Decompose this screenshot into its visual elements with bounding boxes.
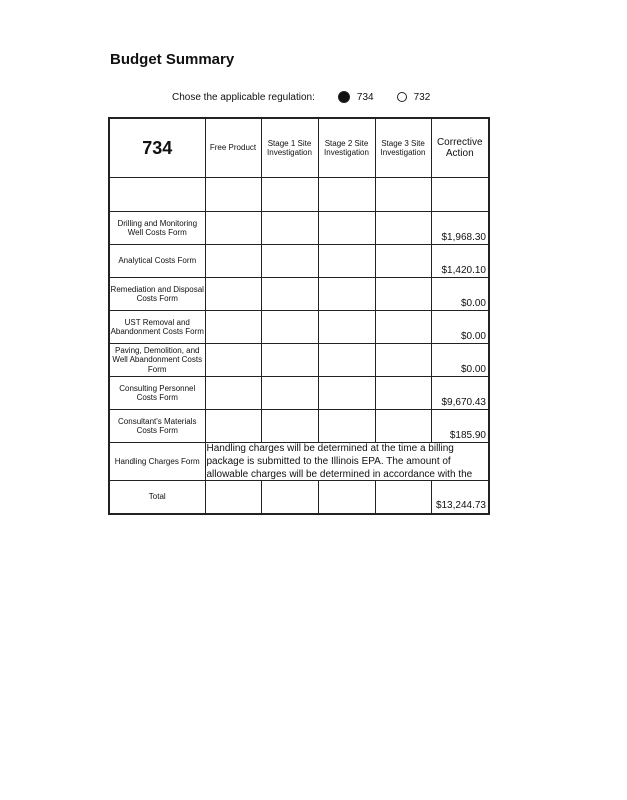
- corrective-action-total: $13,244.73: [431, 481, 489, 514]
- corrective-action-cell[interactable]: $9,670.43: [431, 377, 489, 410]
- header-stage2: Stage 2 Site Investigation: [318, 118, 375, 178]
- free-product-cell[interactable]: [205, 245, 261, 278]
- blank-cell: [318, 178, 375, 212]
- header-corrective-action: Corrective Action: [431, 118, 489, 178]
- handling-note-text: Handling charges will be determined at the time a billing package is submitted to the Illinois EPA. The amount of allowable charges will be determined in accordance with the: [206, 443, 473, 479]
- stage3-cell[interactable]: [375, 212, 431, 245]
- regulation-option-label: 732: [413, 91, 431, 103]
- corrective-action-cell[interactable]: $185.90: [431, 410, 489, 443]
- header-free-product: Free Product: [205, 118, 261, 178]
- handling-row: [109, 443, 489, 481]
- regulation-option-label: 734: [356, 91, 374, 103]
- free-product-cell[interactable]: [205, 278, 261, 311]
- stage1-cell[interactable]: [261, 212, 318, 245]
- stage3-cell[interactable]: [375, 377, 431, 410]
- row-label: Total: [109, 481, 205, 514]
- stage2-cell[interactable]: [318, 278, 375, 311]
- stage1-cell[interactable]: [261, 344, 318, 377]
- table-row: [109, 278, 489, 311]
- radio-selected-icon[interactable]: [338, 91, 350, 103]
- blank-cell: [109, 178, 205, 212]
- row-label: Paving, Demolition, and Well Abandonment Costs Form: [109, 344, 205, 377]
- stage1-cell[interactable]: [261, 377, 318, 410]
- stage3-cell[interactable]: [375, 311, 431, 344]
- stage1-cell[interactable]: [261, 311, 318, 344]
- page-title: Budget Summary: [110, 51, 235, 68]
- corrective-action-cell[interactable]: $0.00: [431, 344, 489, 377]
- free-product-cell[interactable]: [205, 377, 261, 410]
- blank-cell: [431, 178, 489, 212]
- stage1-total: [261, 481, 318, 514]
- free-product-cell[interactable]: [205, 410, 261, 443]
- regulation-selector: [172, 91, 430, 103]
- stage2-total: [318, 481, 375, 514]
- header-stage1: Stage 1 Site Investigation: [261, 118, 318, 178]
- stage2-cell[interactable]: [318, 377, 375, 410]
- blank-cell: [375, 178, 431, 212]
- stage1-cell[interactable]: [261, 410, 318, 443]
- header-row: [109, 118, 489, 178]
- stage2-cell[interactable]: [318, 311, 375, 344]
- row-label: Remediation and Disposal Costs Form: [109, 278, 205, 311]
- table-row: [109, 344, 489, 377]
- table-row: [109, 410, 489, 443]
- budget-summary-table: [108, 117, 490, 515]
- row-label: Consulting Personnel Costs Form: [109, 377, 205, 410]
- stage2-cell[interactable]: [318, 344, 375, 377]
- stage3-total: [375, 481, 431, 514]
- header-stage3: Stage 3 Site Investigation: [375, 118, 431, 178]
- total-row: [109, 481, 489, 514]
- blank-cell: [205, 178, 261, 212]
- table-row: [109, 245, 489, 278]
- free-product-cell[interactable]: [205, 311, 261, 344]
- corrective-action-cell[interactable]: $0.00: [431, 311, 489, 344]
- stage3-cell[interactable]: [375, 344, 431, 377]
- stage1-cell[interactable]: [261, 245, 318, 278]
- corrective-action-cell[interactable]: $1,968.30: [431, 212, 489, 245]
- regulation-option-734[interactable]: [338, 91, 374, 103]
- stage2-cell[interactable]: [318, 245, 375, 278]
- stage1-cell[interactable]: [261, 278, 318, 311]
- free-product-cell[interactable]: [205, 344, 261, 377]
- radio-unselected-icon[interactable]: [397, 92, 407, 102]
- table-row: [109, 212, 489, 245]
- regulation-option-732[interactable]: [397, 92, 431, 103]
- row-label: Consultant's Materials Costs Form: [109, 410, 205, 443]
- table-row: [109, 311, 489, 344]
- regulation-prompt: Chose the applicable regulation:: [172, 91, 315, 103]
- stage2-cell[interactable]: [318, 212, 375, 245]
- stage2-cell[interactable]: [318, 410, 375, 443]
- free-product-cell[interactable]: [205, 212, 261, 245]
- row-label: Drilling and Monitoring Well Costs Form: [109, 212, 205, 245]
- handling-note: [205, 443, 489, 481]
- row-label: Analytical Costs Form: [109, 245, 205, 278]
- stage3-cell[interactable]: [375, 410, 431, 443]
- blank-cell: [261, 178, 318, 212]
- row-label: UST Removal and Abandonment Costs Form: [109, 311, 205, 344]
- stage3-cell[interactable]: [375, 278, 431, 311]
- blank-row: [109, 178, 489, 212]
- table-row: [109, 377, 489, 410]
- row-label: Handling Charges Form: [109, 443, 205, 481]
- free-product-total: [205, 481, 261, 514]
- stage3-cell[interactable]: [375, 245, 431, 278]
- corrective-action-cell[interactable]: $1,420.10: [431, 245, 489, 278]
- corrective-action-cell[interactable]: $0.00: [431, 278, 489, 311]
- regulation-heading: 734: [109, 118, 205, 178]
